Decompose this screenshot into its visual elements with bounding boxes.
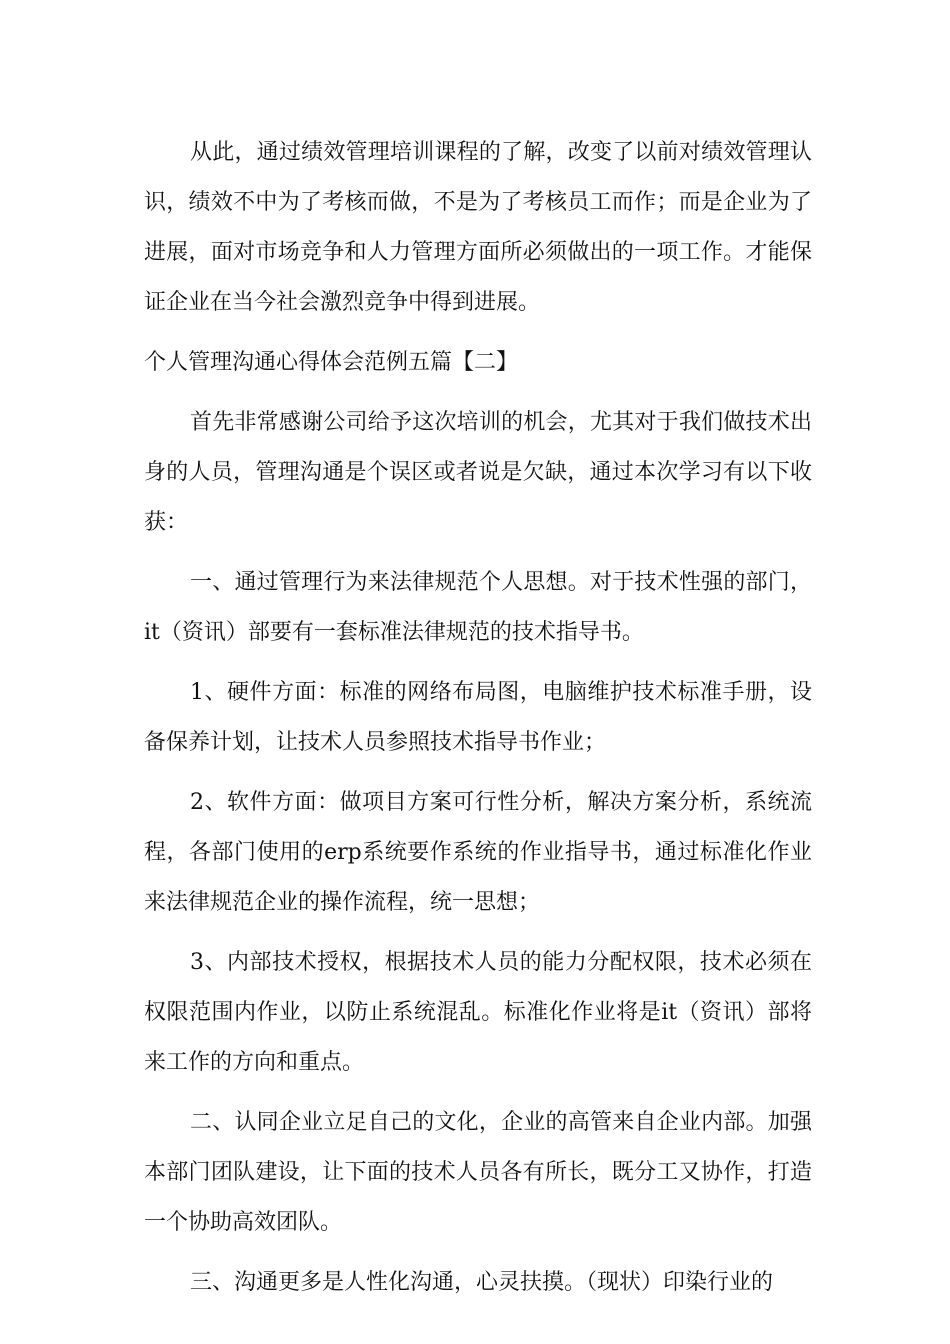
paragraph-software: 2、软件方面：做项目方案可行性分析，解决方案分析，系统流程，各部门使用的erp系统要作系统的作业指导书，通过标准化作业来法律规范企业的操作流程，统一思想； xyxy=(144,790,812,915)
section-heading: 个人管理沟通心得体会范例五篇【二】 xyxy=(144,350,519,375)
document-body xyxy=(144,128,812,1318)
paragraph-intro: 首先非常感谢公司给予这次培训的机会，尤其对于我们做技术出身的人员，管理沟通是个误区或者说是欠缺，通过本次学习有以下收获： xyxy=(144,410,812,535)
paragraph-point-three: 三、沟通更多是人性化沟通，心灵扶摸。（现状）印染行业的 xyxy=(190,1270,774,1295)
paragraph-hardware: 1、硬件方面：标准的网络布局图，电脑维护技术标准手册，设备保养计划，让技术人员参照技术指导书作业； xyxy=(144,680,812,755)
paragraph-point-two: 二、认同企业立足自己的文化，企业的高管来自企业内部。加强本部门团队建设，让下面的技术人员各有所长，既分工又协作，打造一个协助高效团队。 xyxy=(144,1110,812,1235)
paragraph-performance-management: 从此，通过绩效管理培训课程的了解，改变了以前对绩效管理认识，绩效不中为了考核而做，不是为了考核员工而作；而是企业为了进展，面对市场竞争和人力管理方面所必须做出的一项工作。才能保证企业在当今社会激烈竞争中得到进展。 xyxy=(144,140,812,315)
paragraph-point-one: 一、通过管理行为来法律规范个人思想。对于技术性强的部门，it（资讯）部要有一套标准法律规范的技术指导书。 xyxy=(144,570,812,645)
paragraph-authorization: 3、内部技术授权，根据技术人员的能力分配权限，技术必须在权限范围内作业，以防止系统混乱。标准化作业将是it（资讯）部将来工作的方向和重点。 xyxy=(144,950,812,1075)
